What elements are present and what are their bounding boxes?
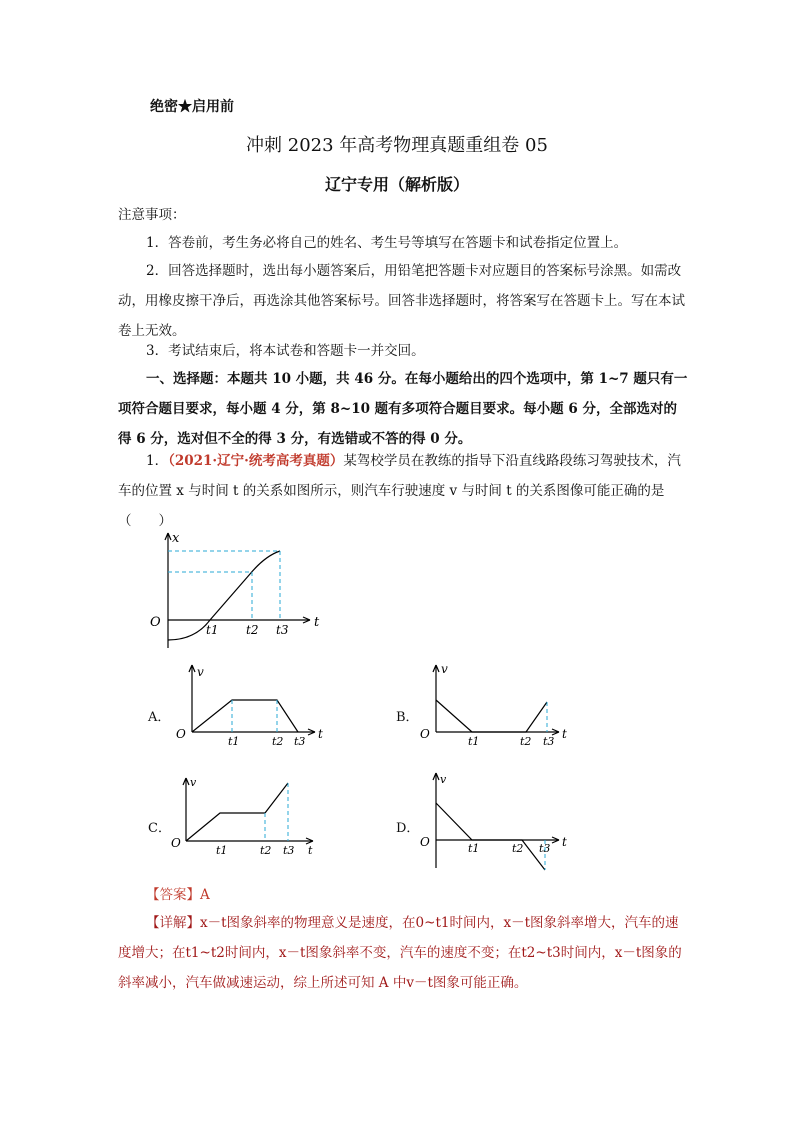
option-b-label: B． — [396, 710, 419, 725]
axis-t-label: t — [314, 615, 320, 630]
v-label: v — [441, 662, 448, 676]
question-number: 1． — [146, 453, 169, 469]
answer-label: 【答案】 — [146, 887, 200, 903]
origin-label: O — [176, 727, 186, 741]
t3-label: t3 — [283, 844, 295, 857]
t3-label: t3 — [294, 735, 306, 748]
xt-curve — [168, 551, 280, 640]
notice-item-3: 3．考试结束后，将本试卷和答题卡一并交回。 — [146, 343, 425, 359]
t-label: t — [318, 727, 323, 741]
option-c-graph — [168, 773, 328, 863]
t2-label: t2 — [272, 735, 284, 748]
origin-label: O — [150, 615, 161, 630]
question-text: 某驾校学员在教练的指导下沿直线路段练习驾驶技术，汽车的位置 x 与时间 t 的关系如图所示，则汽车行驶速度 v 与时间 t 的关系图像可能正确的是（ ） — [118, 453, 681, 529]
t2-label: t2 — [520, 735, 532, 748]
notice-heading: 注意事项： — [118, 207, 186, 223]
v-label: v — [197, 665, 204, 679]
v-label: v — [440, 773, 447, 786]
t-label: t — [562, 835, 567, 849]
v-label: v — [190, 776, 197, 789]
origin-label: O — [420, 835, 430, 849]
confidential-label: 绝密★启用前 — [150, 99, 234, 115]
exam-subtitle: 辽宁专用（解析版） — [324, 175, 469, 194]
answer-value: A — [200, 887, 210, 903]
t3-label: t3 — [539, 842, 551, 855]
analysis-block — [118, 908, 688, 998]
option-b-graph — [414, 660, 574, 750]
t2-label: t2 — [260, 844, 272, 857]
vt-line — [192, 700, 298, 732]
analysis-label: 【详解】 — [146, 915, 200, 931]
option-d-label: D． — [396, 821, 420, 836]
notice-item-1: 1．答卷前，考生务必将自己的姓名、考生号等填写在答题卡和试卷指定位置上。 — [146, 235, 628, 251]
t1-label: t1 — [206, 623, 219, 637]
t2-label: t2 — [512, 842, 524, 855]
analysis-text: x－t图象斜率的物理意义是速度，在0~t1时间内，x－t图象斜率增大，汽车的速度增大；在t1~t2时间内，x－t图象斜率不变，汽车的速度不变；在t2~t3时间内，x－t图象的斜率减小，汽车做减速运动，综上所述可知 A 中v－t图象可能正确。 — [118, 915, 682, 991]
exam-title: 冲刺 2023 年高考物理真题重组卷 05 — [246, 135, 548, 156]
t1-label: t1 — [468, 735, 480, 748]
xt-graph — [140, 528, 330, 653]
option-a-graph — [170, 660, 330, 750]
t1-label: t1 — [216, 844, 228, 857]
question-1 — [118, 446, 688, 536]
notice-item-2: 2．回答选择题时，选出每小题答案后，用铅笔把答题卡对应题目的答案标号涂黑。如需改动，用橡皮擦干净后，再选涂其他答案标号。回答非选择题时，将答案写在答题卡上。写在本试卷上无效。 — [118, 263, 685, 339]
vt-line — [436, 803, 545, 870]
option-d-graph — [414, 768, 574, 878]
answer-line — [118, 880, 688, 910]
t-label: t — [308, 844, 313, 857]
t-label: t — [562, 727, 567, 741]
option-c-label: C． — [148, 821, 171, 836]
vt-line — [186, 783, 288, 841]
t3-label: t3 — [276, 623, 289, 637]
t2-label: t2 — [246, 623, 259, 637]
section-instructions: 一、选择题：本题共 10 小题，共 46 分。在每小题给出的四个选项中，第 1~7 题只有一项符合题目要求，每小题 4 分，第 8~10 题有多项符合题目要求。每小题 6 分，全部选对的得 6 分，选对但不全的得 3 分，有选错或不答的得 0 分。 — [118, 371, 688, 447]
question-source: （2021·辽宁·统考高考真题） — [168, 453, 344, 469]
origin-label: O — [420, 727, 430, 741]
t3-label: t3 — [543, 735, 555, 748]
option-a-label: A． — [148, 710, 171, 725]
origin-label: O — [171, 836, 181, 850]
t1-label: t1 — [228, 735, 240, 748]
vt-line — [436, 700, 547, 732]
axis-x-label: x — [172, 531, 180, 546]
t1-label: t1 — [468, 842, 480, 855]
